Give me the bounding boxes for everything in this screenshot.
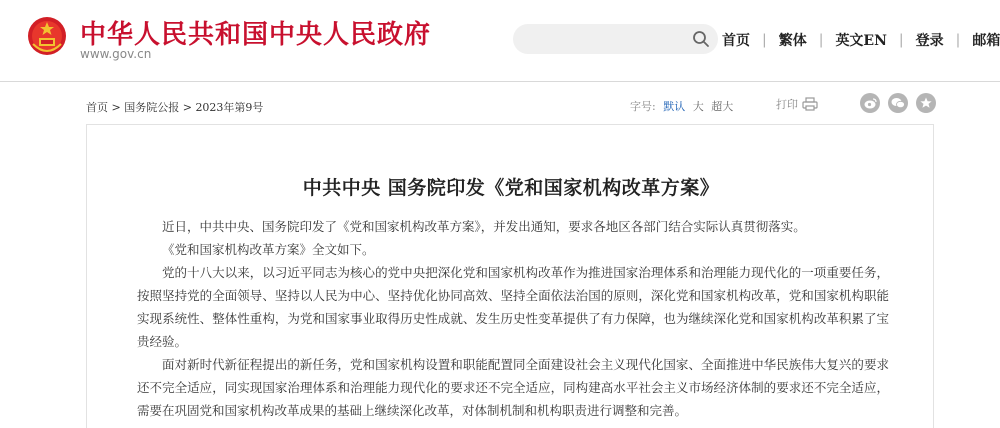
nav-separator: |: [955, 32, 961, 48]
article-paragraph: 《党和国家机构改革方案》全文如下。: [162, 242, 375, 257]
font-size-large[interactable]: 大: [692, 100, 704, 113]
article-paragraph: 面对新时代新征程提出的新任务，党和国家机构设置和职能配置同全面建设社会主义现代化国家、全面推进中华民族伟大复兴的要求还不完全适应，同实现国家治理体系和治理能力现代化的要求还不完全适应，同构建高水平社会主义市场经济体制的要求还不完全适应，需要在巩固党和国家机构改革成果的基础上继续深化改革，对体制机制和机构职责进行调整和完善。: [137, 357, 889, 418]
nav-traditional[interactable]: 繁体: [778, 33, 807, 49]
nav-home[interactable]: 首页: [722, 33, 750, 49]
article-body: [137, 215, 889, 422]
share-bar: [860, 93, 936, 113]
nav-separator: |: [762, 32, 767, 48]
favorite-icon: [920, 97, 932, 109]
nav-mailbox[interactable]: 邮箱: [972, 33, 1000, 49]
breadcrumb-issue[interactable]: 2023年第9号: [195, 101, 264, 114]
nav-separator: |: [898, 32, 904, 48]
nav-english[interactable]: 英文EN: [835, 33, 887, 49]
top-nav: [722, 30, 1000, 50]
print-label: 打印: [776, 98, 798, 111]
nav-login[interactable]: 登录: [915, 33, 944, 49]
search-icon[interactable]: [692, 30, 710, 48]
breadcrumb-separator: >: [179, 101, 196, 114]
share-wechat-button[interactable]: [888, 93, 908, 113]
article-title: 中共中央 国务院印发《党和国家机构改革方案》: [302, 177, 720, 199]
favorite-button[interactable]: [916, 93, 936, 113]
national-emblem-icon[interactable]: [27, 14, 67, 58]
nav-separator: |: [818, 32, 824, 48]
article-paragraph: 党的十八大以来，以习近平同志为核心的党中央把深化党和国家机构改革作为推进国家治理体系和治理能力现代化的一项重要任务，按照坚持党的全面领导、坚持以人民为中心、坚持优化协同高效、坚持全面依法治国的原则，深化党和国家机构改革，党和国家机构职能实现系统性、整体性重构，为党和国家事业取得历史性成就、发生历史性变革提供了有力保障，也为继续深化党和国家机构改革积累了宝贵经验。: [137, 265, 889, 349]
site-title[interactable]: 中华人民共和国中央人民政府: [80, 20, 432, 50]
print-icon: [802, 97, 818, 111]
wechat-icon: [891, 97, 905, 109]
print-button[interactable]: [776, 96, 818, 112]
site-header: [0, 0, 1000, 82]
breadcrumb-home[interactable]: 首页: [86, 101, 108, 114]
breadcrumb-separator: >: [108, 101, 125, 114]
font-size-selector: [630, 98, 733, 114]
share-weibo-button[interactable]: [860, 93, 880, 113]
font-size-default[interactable]: 默认: [663, 100, 686, 113]
article-card: [86, 124, 934, 428]
weibo-icon: [864, 98, 877, 109]
font-size-xlarge[interactable]: 超大: [711, 100, 734, 113]
article-paragraph: 近日，中共中央、国务院印发了《党和国家机构改革方案》，并发出通知，要求各地区各部门结合实际认真贯彻落实。: [162, 219, 806, 234]
site-url[interactable]: www.gov.cn: [80, 47, 152, 61]
font-size-label: 字号:: [630, 100, 656, 113]
search-input[interactable]: [525, 29, 690, 49]
breadcrumb-gazette[interactable]: 国务院公报: [124, 101, 180, 114]
search-box[interactable]: [513, 24, 718, 54]
breadcrumb: [86, 99, 263, 115]
